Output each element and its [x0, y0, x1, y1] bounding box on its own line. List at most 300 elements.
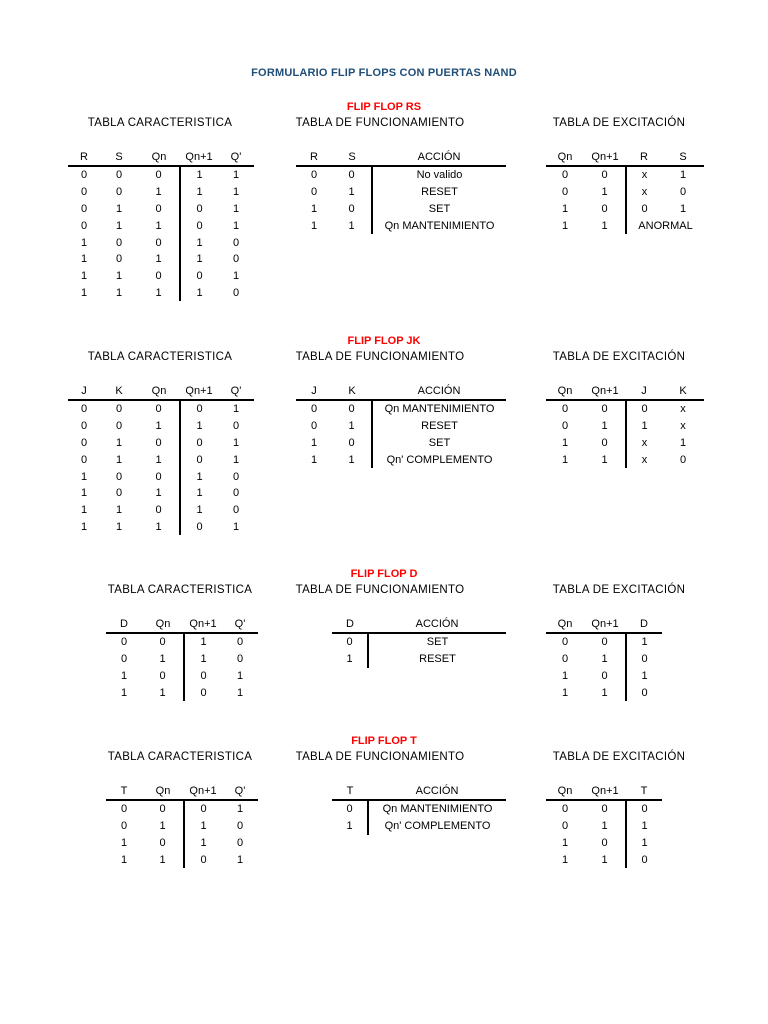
table-cell: 1: [561, 436, 569, 449]
section-flip-flop-rs: [0, 101, 768, 311]
func-table: [296, 148, 506, 234]
table-cell: 1: [180, 166, 218, 184]
table-cell: 1: [232, 169, 240, 182]
table-cell: 1: [679, 202, 687, 215]
table-cell: 0: [155, 504, 162, 517]
table-row: [106, 818, 258, 835]
table-row: [546, 835, 662, 852]
char-header-qn: Qn: [138, 148, 180, 166]
table-cell: 0: [561, 820, 569, 833]
table-cell: 1: [180, 468, 218, 485]
func-table: [332, 615, 506, 668]
table-cell: 0: [348, 202, 355, 215]
table-cell: 1: [561, 202, 569, 215]
table-cell: 0: [80, 169, 88, 182]
table-cell: 1: [180, 234, 218, 251]
table-cell: 0: [310, 420, 318, 433]
table-cell: 1: [184, 651, 222, 668]
table-cell: 1: [561, 453, 569, 466]
func-header-acci-n: ACCIÓN: [372, 382, 506, 400]
table-cell: 1: [155, 520, 162, 533]
table-cell: x: [626, 166, 662, 184]
table-cell: 1: [115, 286, 123, 299]
table-cell: 0: [80, 420, 88, 433]
table-cell: 0: [236, 636, 244, 649]
table-cell: 0: [180, 268, 218, 285]
table-row: [332, 800, 506, 818]
table-cell: 1: [310, 453, 318, 466]
func-header-acci-n: ACCIÓN: [368, 615, 506, 633]
table-row: [68, 217, 254, 234]
excitation-table-heading: TABLA DE EXCITACIÓN: [552, 117, 686, 129]
table-cell: 0: [626, 800, 662, 818]
exc-header-qn-1: Qn+1: [584, 382, 626, 400]
section-title: FLIP FLOP JK: [347, 335, 421, 347]
table-cell: 1: [310, 436, 318, 449]
char-header-d: D: [106, 615, 142, 633]
table-cell: 1: [679, 436, 687, 449]
table-cell: 1: [679, 169, 687, 182]
table-row: [546, 668, 662, 685]
table-cell: 0: [155, 236, 162, 249]
table-cell: SET: [372, 435, 506, 452]
table-cell: 1: [180, 418, 218, 435]
table-cell: 1: [80, 504, 88, 517]
table-cell: 1: [232, 186, 240, 199]
characteristic-table-heading: TABLA CARACTERISTICA: [87, 351, 233, 363]
table-cell: 1: [626, 633, 662, 651]
func-header-t: T: [332, 782, 368, 800]
table-cell: 1: [184, 818, 222, 835]
exc-header-s: S: [662, 148, 704, 166]
table-row: [546, 633, 662, 651]
table-cell: 0: [155, 169, 162, 182]
table-cell: Qn' COMPLEMENTO: [372, 451, 506, 468]
table-cell: 0: [561, 186, 569, 199]
table-cell: 0: [232, 236, 240, 249]
table-cell: 0: [80, 453, 88, 466]
table-cell: 0: [232, 420, 240, 433]
table-cell: 0: [155, 403, 162, 416]
table-cell: 0: [184, 684, 222, 701]
table-row: [106, 851, 258, 868]
table-cell: 1: [601, 219, 608, 232]
table-row: [296, 184, 506, 201]
table-cell: 0: [561, 803, 569, 816]
table-cell: 0: [80, 436, 88, 449]
table-cell: 0: [80, 219, 88, 232]
exc-header-qn: Qn: [546, 782, 584, 800]
table-cell: 1: [155, 420, 162, 433]
table-cell: 0: [120, 653, 128, 666]
func-table: [332, 782, 506, 835]
table-cell: 1: [155, 186, 162, 199]
table-cell: 1: [601, 820, 608, 833]
table-row: [68, 485, 254, 502]
excitation-table-heading: TABLA DE EXCITACIÓN: [552, 351, 686, 363]
table-cell: 0: [232, 286, 240, 299]
table-row: [546, 217, 704, 234]
table-row: [296, 201, 506, 218]
table-cell: 1: [159, 853, 166, 866]
table-cell: 0: [561, 653, 569, 666]
table-cell: 0: [115, 169, 123, 182]
table-cell: x: [626, 451, 662, 468]
table-cell: RESET: [372, 184, 506, 201]
table-row: [106, 668, 258, 685]
table-cell: 0: [184, 851, 222, 868]
table-cell: 0: [115, 487, 123, 500]
table-row: [68, 184, 254, 201]
char-header-qn: Qn: [142, 615, 184, 633]
table-cell: 1: [115, 270, 123, 283]
table-cell: 0: [80, 202, 88, 215]
func-header-d: D: [332, 615, 368, 633]
table-cell: 1: [236, 853, 244, 866]
table-cell: 0: [601, 169, 608, 182]
func-header-acci-n: ACCIÓN: [368, 782, 506, 800]
document-title: FORMULARIO FLIP FLOPS CON PUERTAS NAND: [251, 67, 517, 79]
char-header-s: S: [100, 148, 138, 166]
table-cell: 1: [626, 418, 662, 435]
table-row: [296, 435, 506, 452]
table-row: [68, 400, 254, 418]
table-cell: 0: [346, 803, 353, 816]
table-cell: 0: [561, 636, 569, 649]
table-cell: 0: [310, 169, 318, 182]
char-header-q: Q': [222, 782, 258, 800]
table-cell: 0: [561, 420, 569, 433]
table-row: [546, 201, 704, 218]
table-row: [296, 400, 506, 418]
table-cell: 1: [80, 487, 88, 500]
table-cell: 1: [80, 286, 88, 299]
table-cell: 1: [184, 633, 222, 651]
table-cell: x: [680, 403, 686, 416]
table-cell: 0: [561, 169, 569, 182]
char-table: [68, 382, 254, 535]
table-cell: 1: [561, 669, 569, 682]
table-row: [546, 400, 704, 418]
char-table: [106, 615, 258, 701]
table-cell: 0: [348, 403, 355, 416]
table-cell: ANORMAL: [626, 217, 704, 234]
table-cell: 1: [155, 453, 162, 466]
exc-header-r: R: [626, 148, 662, 166]
table-cell: 0: [348, 169, 355, 182]
table-row: [546, 800, 662, 818]
table-row: [546, 651, 662, 668]
table-cell: 0: [626, 400, 662, 418]
table-row: [106, 800, 258, 818]
table-cell: 0: [310, 186, 318, 199]
table-cell: x: [680, 420, 686, 433]
char-table: [68, 148, 254, 301]
char-header-qn: Qn: [142, 782, 184, 800]
table-cell: 0: [232, 470, 240, 483]
table-cell: 0: [80, 403, 88, 416]
table-cell: SET: [368, 633, 506, 651]
table-row: [68, 451, 254, 468]
table-cell: 1: [120, 853, 128, 866]
table-cell: 1: [626, 818, 662, 835]
table-cell: 0: [346, 636, 353, 649]
table-cell: 1: [155, 253, 162, 266]
table-cell: 0: [626, 851, 662, 868]
table-cell: 1: [180, 184, 218, 201]
table-cell: 1: [180, 285, 218, 302]
section-title: FLIP FLOP RS: [346, 101, 422, 113]
excitation-table-heading: TABLA DE EXCITACIÓN: [552, 584, 686, 596]
table-cell: 0: [626, 651, 662, 668]
table-cell: 1: [159, 820, 166, 833]
table-row: [68, 435, 254, 452]
table-cell: 0: [626, 201, 662, 218]
table-cell: 1: [155, 286, 162, 299]
table-cell: 1: [601, 853, 608, 866]
table-cell: 0: [155, 436, 162, 449]
table-cell: 0: [80, 186, 88, 199]
table-row: [546, 166, 704, 184]
table-row: [68, 234, 254, 251]
table-cell: x: [626, 435, 662, 452]
table-cell: 0: [232, 504, 240, 517]
table-cell: 0: [115, 186, 123, 199]
table-cell: 0: [159, 803, 166, 816]
table-row: [296, 451, 506, 468]
table-cell: 0: [180, 400, 218, 418]
table-cell: 0: [310, 403, 318, 416]
table-cell: 1: [348, 453, 355, 466]
func-table: [296, 382, 506, 468]
char-header-t: T: [106, 782, 142, 800]
table-cell: 1: [561, 219, 569, 232]
table-cell: 1: [115, 202, 123, 215]
exc-table: [546, 382, 704, 468]
char-header-j: J: [68, 382, 100, 400]
table-row: [546, 851, 662, 868]
exc-header-k: K: [662, 382, 704, 400]
table-cell: 0: [120, 803, 128, 816]
table-cell: 1: [601, 420, 608, 433]
table-cell: 1: [115, 504, 123, 517]
table-cell: 1: [601, 453, 608, 466]
section-title: FLIP FLOP T: [351, 735, 417, 747]
table-cell: 1: [115, 453, 123, 466]
table-cell: 1: [115, 219, 123, 232]
table-cell: 0: [601, 836, 608, 849]
exc-header-qn: Qn: [546, 382, 584, 400]
func-header-j: J: [296, 382, 332, 400]
table-cell: 0: [232, 487, 240, 500]
table-cell: 1: [120, 669, 128, 682]
char-header-qn: Qn: [138, 382, 180, 400]
table-cell: 0: [236, 820, 244, 833]
table-row: [106, 633, 258, 651]
table-cell: 0: [120, 820, 128, 833]
table-cell: 1: [626, 835, 662, 852]
table-cell: 1: [115, 520, 123, 533]
char-header-r: R: [68, 148, 100, 166]
table-row: [68, 285, 254, 302]
table-cell: 1: [346, 820, 353, 833]
table-cell: 0: [115, 403, 123, 416]
table-cell: 0: [115, 253, 123, 266]
table-cell: 1: [184, 835, 222, 852]
function-table-heading: TABLA DE FUNCIONAMIENTO: [295, 584, 465, 596]
table-cell: 0: [626, 684, 662, 701]
table-row: [546, 451, 704, 468]
table-cell: 1: [180, 251, 218, 268]
table-row: [68, 251, 254, 268]
table-row: [296, 217, 506, 234]
table-cell: 0: [115, 470, 123, 483]
table-cell: 0: [159, 636, 166, 649]
table-cell: SET: [372, 201, 506, 218]
table-cell: 0: [159, 836, 166, 849]
table-cell: 1: [232, 436, 240, 449]
table-cell: 0: [601, 436, 608, 449]
table-row: [68, 166, 254, 184]
table-cell: 1: [232, 202, 240, 215]
table-cell: 1: [348, 219, 355, 232]
table-row: [332, 651, 506, 668]
excitation-table-heading: TABLA DE EXCITACIÓN: [552, 751, 686, 763]
table-cell: 1: [561, 836, 569, 849]
table-cell: 0: [232, 253, 240, 266]
table-cell: 1: [601, 186, 608, 199]
exc-header-qn: Qn: [546, 148, 584, 166]
table-row: [106, 684, 258, 701]
table-cell: 1: [310, 202, 318, 215]
exc-header-qn: Qn: [546, 615, 584, 633]
table-cell: 0: [115, 236, 123, 249]
table-cell: 1: [310, 219, 318, 232]
char-header-q: Q': [222, 615, 258, 633]
table-cell: 0: [155, 270, 162, 283]
function-table-heading: TABLA DE FUNCIONAMIENTO: [295, 351, 465, 363]
table-cell: 0: [180, 451, 218, 468]
char-header-k: K: [100, 382, 138, 400]
table-cell: 0: [155, 202, 162, 215]
table-cell: Qn MANTENIMIENTO: [372, 217, 506, 234]
table-cell: 1: [155, 487, 162, 500]
exc-header-d: D: [626, 615, 662, 633]
table-row: [106, 651, 258, 668]
char-header-qn-1: Qn+1: [184, 615, 222, 633]
table-cell: 1: [236, 803, 244, 816]
characteristic-table-heading: TABLA CARACTERISTICA: [107, 751, 253, 763]
table-cell: 1: [561, 853, 569, 866]
table-cell: 1: [348, 186, 355, 199]
table-row: [546, 435, 704, 452]
func-header-r: R: [296, 148, 332, 166]
table-cell: 0: [348, 436, 355, 449]
table-row: [68, 418, 254, 435]
table-cell: x: [626, 184, 662, 201]
table-cell: 0: [115, 420, 123, 433]
table-cell: 1: [159, 686, 166, 699]
table-cell: 1: [232, 219, 240, 232]
table-row: [106, 835, 258, 852]
table-cell: 0: [601, 803, 608, 816]
table-cell: 0: [180, 201, 218, 218]
table-cell: 1: [159, 653, 166, 666]
table-cell: 1: [626, 668, 662, 685]
table-cell: 0: [601, 202, 608, 215]
table-cell: 0: [236, 836, 244, 849]
table-cell: Qn MANTENIMIENTO: [368, 800, 506, 818]
section-title: FLIP FLOP D: [350, 568, 418, 580]
table-cell: 1: [232, 270, 240, 283]
char-header-qn-1: Qn+1: [184, 782, 222, 800]
table-cell: 1: [601, 686, 608, 699]
char-header-qn-1: Qn+1: [180, 382, 218, 400]
table-row: [296, 418, 506, 435]
table-row: [546, 184, 704, 201]
table-row: [68, 502, 254, 519]
table-cell: 1: [155, 219, 162, 232]
table-cell: 1: [80, 236, 88, 249]
exc-header-qn-1: Qn+1: [584, 148, 626, 166]
table-cell: 0: [155, 470, 162, 483]
table-cell: 0: [601, 636, 608, 649]
exc-table: [546, 615, 662, 701]
table-cell: 1: [120, 686, 128, 699]
table-cell: 0: [120, 636, 128, 649]
table-cell: 1: [80, 520, 88, 533]
table-cell: 0: [679, 186, 687, 199]
table-cell: 0: [184, 800, 222, 818]
table-cell: 1: [232, 520, 240, 533]
table-row: [546, 684, 662, 701]
table-cell: 1: [236, 686, 244, 699]
table-cell: 1: [232, 403, 240, 416]
table-cell: 0: [561, 403, 569, 416]
function-table-heading: TABLA DE FUNCIONAMIENTO: [295, 117, 465, 129]
table-cell: 1: [80, 253, 88, 266]
table-row: [68, 268, 254, 285]
exc-header-j: J: [626, 382, 662, 400]
table-cell: 1: [180, 502, 218, 519]
table-row: [546, 418, 704, 435]
table-cell: 0: [180, 217, 218, 234]
table-row: [68, 468, 254, 485]
table-cell: 0: [601, 403, 608, 416]
section-flip-flop-jk: [0, 335, 768, 545]
table-cell: 0: [679, 453, 687, 466]
char-header-qn-1: Qn+1: [180, 148, 218, 166]
table-cell: 1: [80, 270, 88, 283]
exc-header-t: T: [626, 782, 662, 800]
characteristic-table-heading: TABLA CARACTERISTICA: [107, 584, 253, 596]
table-cell: Qn MANTENIMIENTO: [372, 400, 506, 418]
table-row: [332, 633, 506, 651]
table-cell: 1: [80, 470, 88, 483]
table-row: [296, 166, 506, 184]
exc-table: [546, 782, 662, 868]
table-cell: 1: [115, 436, 123, 449]
func-header-k: K: [332, 382, 372, 400]
func-header-s: S: [332, 148, 372, 166]
char-header-q: Q': [218, 382, 254, 400]
exc-header-qn-1: Qn+1: [584, 782, 626, 800]
function-table-heading: TABLA DE FUNCIONAMIENTO: [295, 751, 465, 763]
table-cell: 1: [120, 836, 128, 849]
table-cell: 1: [601, 653, 608, 666]
table-cell: 1: [180, 485, 218, 502]
table-row: [68, 201, 254, 218]
